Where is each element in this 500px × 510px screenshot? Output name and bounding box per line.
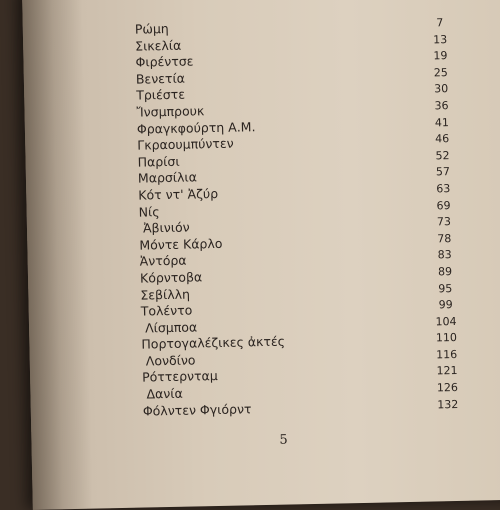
toc-entry-page: 126 xyxy=(436,381,459,395)
toc-entry-title: Βενετία xyxy=(135,70,186,87)
toc-entry-title: Φόλντεν Φγιόρντ xyxy=(142,400,252,419)
page-gutter-shadow xyxy=(22,0,93,510)
toc-entry-title: Γκραουμπύντεν xyxy=(137,135,234,153)
toc-entry-title: Ρώμη xyxy=(134,20,169,37)
toc-entry-page: 121 xyxy=(436,364,458,378)
toc-entry-title: Σικελία xyxy=(135,37,182,54)
toc-entry-title: Μαρσίλια xyxy=(137,169,198,186)
toc-entry-title: Φιρέντσε xyxy=(135,53,194,70)
toc-entry-title: Παρίσι xyxy=(137,153,180,170)
toc-entry-page: 116 xyxy=(436,347,458,362)
toc-entry-page: 25 xyxy=(433,65,448,80)
toc-entry-title: Πορτογαλέζικες ἀκτές xyxy=(141,333,286,352)
toc-entry-title: Μόντε Κάρλο xyxy=(139,235,223,253)
toc-entry-page: 89 xyxy=(437,264,453,279)
toc-entry-title: Λονδίνο xyxy=(145,352,196,369)
toc-entry-page: 36 xyxy=(434,99,449,113)
toc-entry-page: 30 xyxy=(434,82,449,96)
page-number: 5 xyxy=(279,432,288,448)
toc-entry-title: Φραγκφούρτη Α.Μ. xyxy=(136,118,256,137)
book-page xyxy=(22,0,500,510)
toc-entry-title: Ρόττερνταμ xyxy=(141,368,218,386)
toc-entry-page: 57 xyxy=(435,165,451,179)
toc-entry-page: 13 xyxy=(432,32,448,46)
toc-entry-page: 99 xyxy=(438,298,453,312)
toc-entry-page: 7 xyxy=(436,16,444,30)
toc-entry-title: Λίσμποα xyxy=(144,319,198,336)
toc-entry-page: 104 xyxy=(435,314,457,329)
toc-entry-page: 78 xyxy=(437,231,452,246)
toc-entry-title: Κόρντοβα xyxy=(139,269,203,286)
toc-entry-page: 63 xyxy=(436,182,451,196)
toc-entry-title: Δανία xyxy=(146,385,183,402)
toc-entry-title: Σεβίλλη xyxy=(140,286,191,303)
toc-entry-page: 73 xyxy=(436,215,452,229)
toc-entry-page: 83 xyxy=(437,248,452,262)
toc-entry-page: 110 xyxy=(435,331,458,345)
table-of-contents xyxy=(135,15,483,420)
toc-entry-title: Ἴνσμπρουκ xyxy=(136,103,205,120)
toc-entry-page: 41 xyxy=(434,115,449,129)
toc-entry-title: Ἀβινιόν xyxy=(142,219,190,236)
toc-entry-page: 46 xyxy=(435,132,450,146)
toc-entry-title: Τριέστε xyxy=(136,86,186,104)
toc-entry-page: 95 xyxy=(438,281,453,295)
toc-entry-page: 132 xyxy=(437,397,459,412)
toc-entry-title: Ἀντόρα xyxy=(139,252,187,269)
toc-entry-title: Κότ ντ' Ἀζύρ xyxy=(138,185,219,203)
toc-entry-page: 69 xyxy=(436,198,451,212)
toc-entry-page: 19 xyxy=(433,49,448,63)
toc-entry-title: Νίς xyxy=(138,203,160,220)
toc-entry-title: Τολέντο xyxy=(140,302,193,319)
toc-entry-page: 52 xyxy=(435,148,450,163)
